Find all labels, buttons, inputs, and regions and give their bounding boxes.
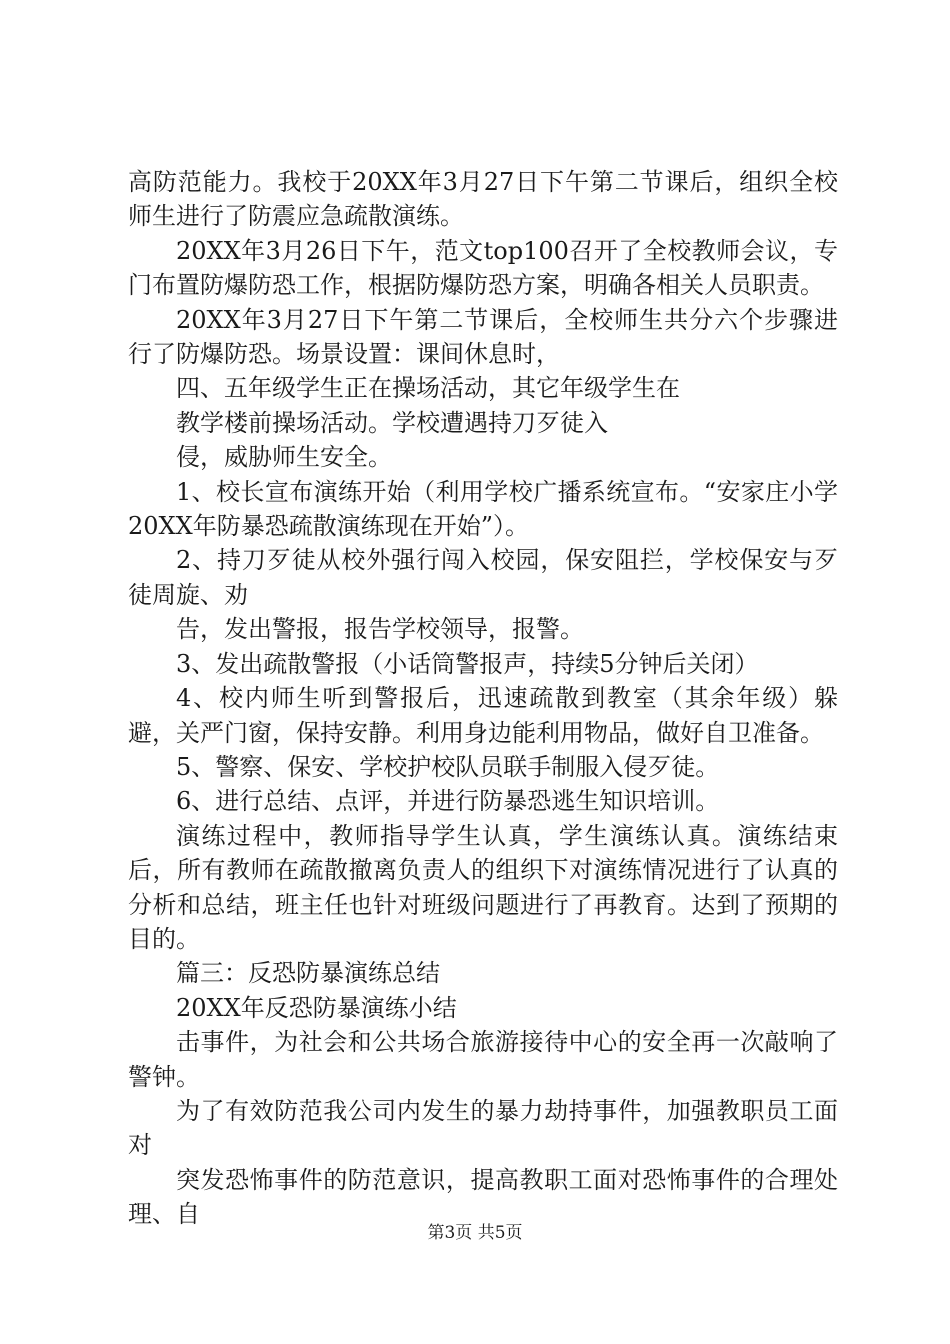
- paragraph: 20XX年3月26日下午，范文top100召开了全校教师会议，专门布置防爆防恐工作，根据防爆防恐方案，明确各相关人员职责。: [128, 236, 838, 300]
- paragraph: 为了有效防范我公司内发生的暴力劫持事件，加强教职员工面对: [128, 1096, 838, 1160]
- paragraph: 6、进行总结、点评，并进行防暴恐逃生知识培训。: [176, 787, 720, 816]
- paragraph: 4、校内师生听到警报后，迅速疏散到教室（其余年级）躲避，关严门窗，保持安静。利用身边能利用物品，做好自卫准备。: [128, 684, 838, 747]
- paragraph: 教学楼前操场活动。学校遭遇持刀歹徒入: [176, 408, 608, 437]
- paragraph: 突发恐怖事件的防范意识，提高教职工面对恐怖事件的合理处理、自: [128, 1165, 838, 1229]
- paragraph: 告，发出警报，报告学校领导，报警。: [176, 615, 584, 644]
- paragraph: 20XX年反恐防暴演练小结: [176, 993, 457, 1022]
- paragraph: 侵，威胁师生安全。: [176, 443, 392, 472]
- paragraph: 篇三：反恐防暴演练总结: [176, 959, 440, 988]
- paragraph: 四、五年级学生正在操场活动，其它年级学生在: [176, 374, 680, 403]
- paragraph: 3、发出疏散警报（小话筒警报声，持续5分钟后关闭）: [176, 649, 759, 678]
- paragraph: 5、警察、保安、学校护校队员联手制服入侵歹徒。: [176, 752, 720, 781]
- paragraph: 1、校长宣布演练开始（利用学校广播系统宣布。“安家庄小学20XX年防暴恐疏散演练现在开始”）。: [128, 477, 838, 541]
- paragraph: 演练过程中，教师指导学生认真，学生演练认真。演练结束后，所有教师在疏散撤离负责人的组织下对演练情况进行了认真的分析和总结，班主任也针对班级问题进行了再教育。达到了预期的目的。: [128, 821, 838, 953]
- page-footer: 第3页 共5页: [427, 1223, 523, 1243]
- paragraph: 高防范能力。我校于20XX年3月27日下午第二节课后，组织全校师生进行了防震应急疏散演练。: [128, 168, 838, 231]
- paragraph: 击事件，为社会和公共场合旅游接待中心的安全再一次敲响了警钟。: [128, 1028, 838, 1091]
- paragraph: 20XX年3月27日下午第二节课后，全校师生共分六个步骤进行了防爆防恐。场景设置：课间休息时，: [128, 305, 838, 369]
- document-body: [128, 165, 838, 1232]
- paragraph: 2、持刀歹徒从校外强行闯入校园，保安阻拦，学校保安与歹徒周旋、劝: [128, 546, 838, 609]
